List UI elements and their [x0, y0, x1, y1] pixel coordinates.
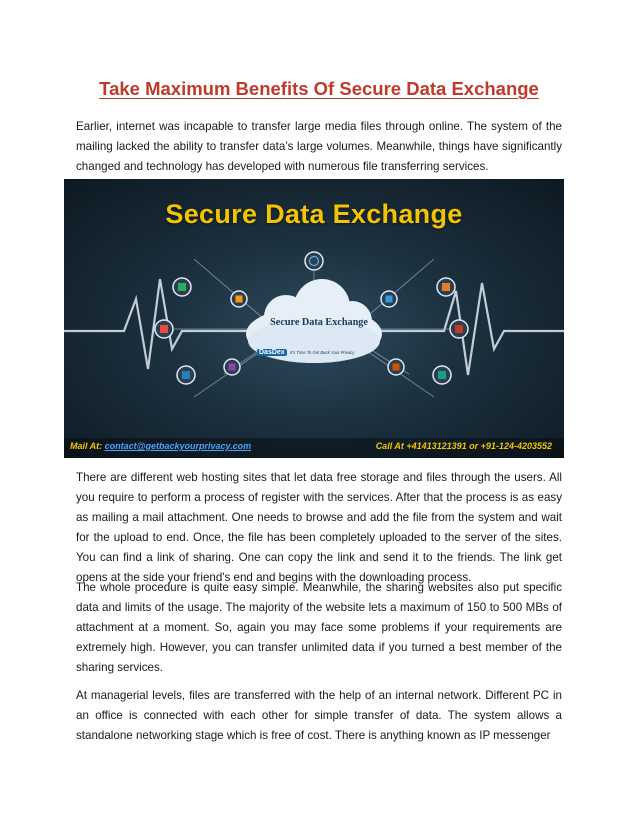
mail-prefix: Mail At:: [70, 441, 105, 451]
mail-address-link[interactable]: contact@getbackyourprivacy.com: [104, 441, 252, 451]
paragraph-managerial: At managerial levels, files are transferred with the help of an internal network. Different PC in an office is connected with each other for simple transfer of data. The system allows a standalone networking stage which is free of cost. There is anything known as IP messenger: [76, 689, 562, 742]
banner-image: [64, 179, 564, 458]
paragraph-hosting: There are different web hosting sites that let data free storage and files through the users. All you require to perform a process of register with the services. After that the process is as easy as mailing a mail attachment. One needs to browse and add the file from the system and wait for the upload to end. Once, the file has been completely uploaded to the server of the sites. You can find a link of sharing. One can copy the link and send it to the friends. The link get opens at the side your friend's end and begins with the downloading process.: [76, 471, 562, 584]
dasdex-logo: DasDex: [259, 349, 285, 356]
globe-icon: [305, 252, 323, 270]
cloud-label: Secure Data Exchange: [270, 317, 368, 328]
page-title: Take Maximum Benefits Of Secure Data Exchange: [99, 78, 539, 99]
banner-call: Call At +41413121391 or +91-124-4203552: [375, 441, 552, 451]
paragraph-intro: Earlier, internet was incapable to transfer large media files through online. The system of the mailing lacked the ability to transfer data’s large volumes. Meanwhile, things have significantly changed and technology has developed with numerous file transferring services.: [76, 120, 562, 173]
banner-mail: [70, 441, 251, 451]
banner-tagline: It's Time To Get Back Your Privacy: [290, 350, 355, 355]
paragraph-procedure: The whole procedure is quite easy simple. Meanwhile, the sharing websites also put specific data and limits of the usage. The majority of the website lets a maximum of 150 to 500 MBs of attachment at a moment. So, again you may face some problems if your requirements are extremely high. However, you can transfer unlimited data if you turned a best member of the sharing services.: [76, 581, 562, 674]
banner-heading: Secure Data Exchange: [165, 199, 463, 229]
